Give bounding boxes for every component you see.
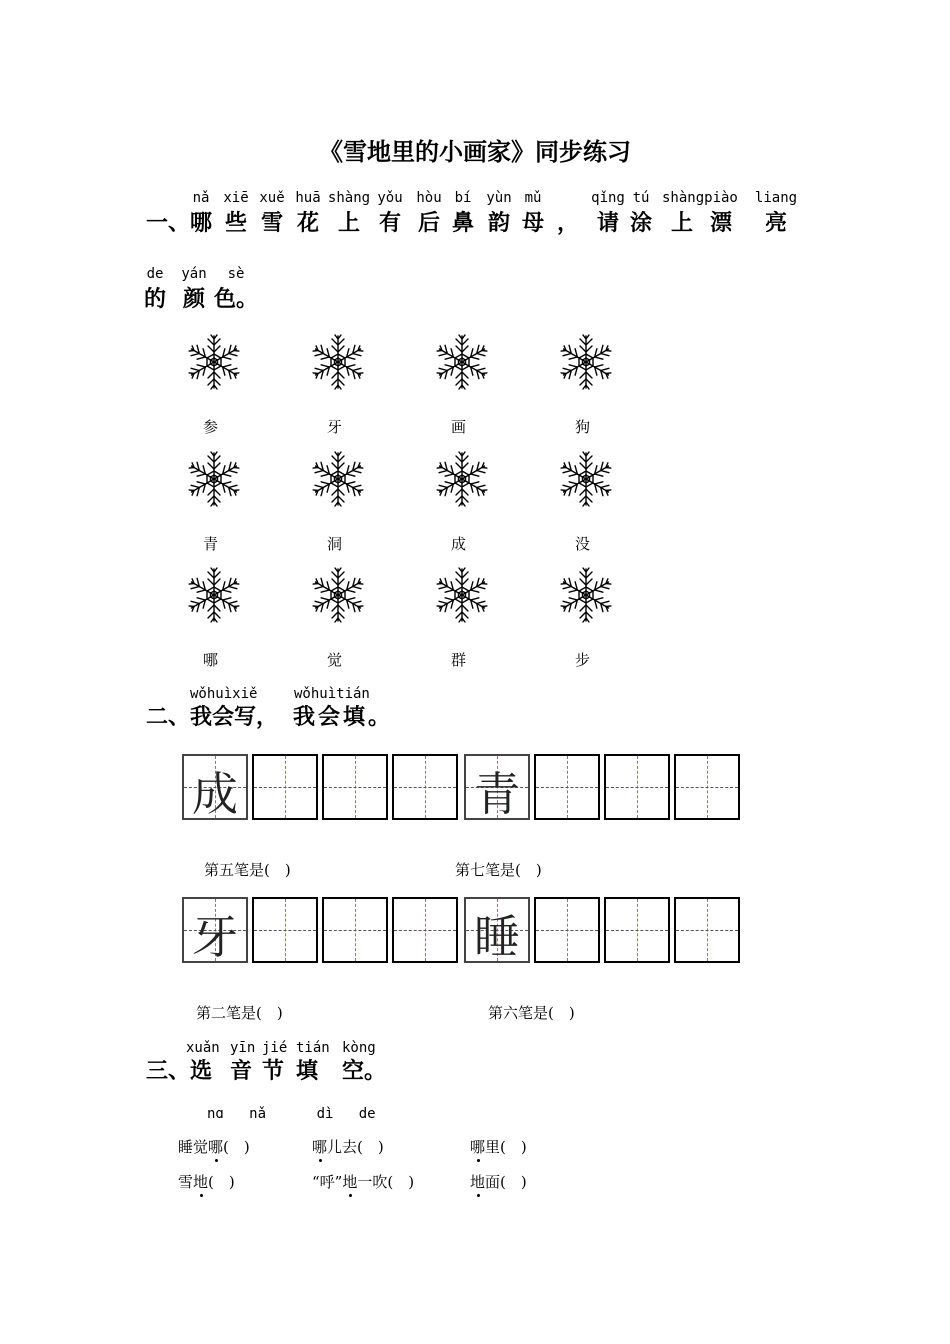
- option-de: de: [358, 1106, 376, 1122]
- pinyin-char: [218, 190, 254, 237]
- section3-heading-char: 填: [296, 1058, 319, 1084]
- section3-heading-pinyin: jié: [262, 1040, 288, 1056]
- section2-pinyin-1: wǒhuìxiě: [190, 686, 258, 702]
- item-target-char: 地: [342, 1173, 358, 1191]
- model-character: 青: [474, 767, 520, 821]
- hanzi: 上: [337, 210, 360, 236]
- pinyin: yùn: [486, 190, 512, 206]
- section2-heading-a: 二、我会写，: [146, 704, 279, 730]
- fill-in-item[interactable]: [312, 1136, 384, 1157]
- model-character-box: [182, 754, 248, 820]
- snowflake-icon[interactable]: [183, 450, 245, 508]
- section2-heading-b: 我会填。: [293, 704, 394, 730]
- hanzi: 颜: [182, 286, 205, 312]
- pinyin-char: [446, 190, 480, 237]
- item-target-char: 地: [193, 1173, 209, 1191]
- fill-in-item[interactable]: [178, 1171, 235, 1192]
- model-character: 成: [192, 767, 238, 821]
- pinyin-char: [290, 190, 326, 237]
- hanzi: 后: [417, 210, 440, 236]
- pinyin-char: [624, 190, 658, 237]
- pinyin-char: [206, 266, 266, 313]
- section3-heading-pinyin: xuǎn: [186, 1040, 220, 1056]
- writing-box[interactable]: [252, 754, 318, 820]
- item-suffix: 儿去( ): [327, 1138, 384, 1156]
- pinyin: mǔ: [524, 190, 542, 206]
- pinyin: de: [146, 266, 164, 282]
- fill-in-item[interactable]: [470, 1136, 527, 1157]
- item-suffix: ( ): [208, 1173, 235, 1191]
- snowflake-icon[interactable]: [307, 450, 369, 508]
- writing-box[interactable]: [322, 897, 388, 963]
- snowflake-icon[interactable]: [183, 566, 245, 624]
- pinyin: yǒu: [377, 190, 403, 206]
- fill-in-item[interactable]: [178, 1136, 250, 1157]
- snowflake-icon[interactable]: [431, 566, 493, 624]
- writing-grid-2: [182, 897, 740, 963]
- snowflake-label: 青: [203, 535, 219, 553]
- item-target-char: 地: [470, 1173, 486, 1191]
- question-stroke-5: 第五笔是( ): [204, 861, 291, 879]
- pinyin: xuě: [259, 190, 285, 206]
- pinyin-char: [662, 190, 705, 237]
- option-na3: nǎ: [249, 1106, 267, 1122]
- section3-heading-pinyin: kòng: [342, 1040, 376, 1056]
- pinyin: qǐng: [591, 190, 625, 206]
- snowflake-icon[interactable]: [307, 333, 369, 391]
- hanzi: 些: [224, 210, 247, 236]
- writing-box[interactable]: [604, 754, 670, 820]
- pinyin: sè: [227, 266, 245, 282]
- model-character-box: [464, 754, 530, 820]
- pinyin-char: [518, 190, 548, 237]
- pinyin: liang: [754, 190, 798, 206]
- item-suffix: 面( ): [485, 1173, 527, 1191]
- model-character-box: [464, 897, 530, 963]
- snowflake-icon[interactable]: [431, 333, 493, 391]
- section3-heading-char: 空。: [342, 1058, 387, 1084]
- hanzi: ，: [556, 210, 579, 236]
- pinyin: shàng: [662, 190, 705, 206]
- pinyin-char: [326, 190, 372, 237]
- pinyin-char: [412, 190, 446, 237]
- pinyin-char: [482, 190, 516, 237]
- page-title: 《雪地里的小画家》同步练习: [319, 137, 631, 166]
- pinyin-char: [702, 190, 740, 237]
- hanzi: 韵: [487, 210, 510, 236]
- hanzi: 色。: [213, 286, 258, 312]
- writing-box[interactable]: [674, 754, 740, 820]
- snowflake-label: 牙: [327, 418, 343, 436]
- pinyin: hòu: [416, 190, 442, 206]
- question-stroke-6: 第六笔是( ): [488, 1004, 575, 1022]
- snowflake-icon[interactable]: [183, 333, 245, 391]
- fill-in-item[interactable]: [470, 1171, 527, 1192]
- pinyin: tú: [632, 190, 650, 206]
- writing-box[interactable]: [322, 754, 388, 820]
- item-suffix: 一吹( ): [357, 1173, 415, 1191]
- hanzi: 有: [378, 210, 401, 236]
- writing-box[interactable]: [534, 754, 600, 820]
- item-suffix: ( ): [223, 1138, 250, 1156]
- snowflake-label: 成: [451, 535, 467, 553]
- pinyin: yán: [181, 266, 207, 282]
- snowflake-label: 群: [451, 651, 467, 669]
- hanzi: 亮: [764, 210, 787, 236]
- snowflake-icon[interactable]: [307, 566, 369, 624]
- snowflake-label: 狗: [575, 418, 591, 436]
- hanzi: 的: [143, 286, 166, 312]
- hanzi: 母: [521, 210, 544, 236]
- writing-grid-1: [182, 754, 740, 820]
- writing-box[interactable]: [252, 897, 318, 963]
- model-character-box: [182, 897, 248, 963]
- pinyin: bí: [454, 190, 472, 206]
- section3-heading-char: 选: [190, 1058, 213, 1084]
- pinyin: piào: [704, 190, 738, 206]
- snowflake-label: 觉: [327, 651, 343, 669]
- hanzi: 漂: [709, 210, 732, 236]
- section3-heading-pinyin: tián: [296, 1040, 330, 1056]
- item-target-char: 哪: [208, 1138, 224, 1156]
- item-prefix: “呼”: [312, 1173, 343, 1191]
- model-character: 睡: [474, 910, 520, 964]
- option-na: nɑ: [207, 1106, 224, 1122]
- snowflake-label: 画: [451, 418, 467, 436]
- hanzi: 花: [296, 210, 319, 236]
- writing-box[interactable]: [392, 897, 458, 963]
- item-target-char: 哪: [312, 1138, 328, 1156]
- pinyin-char: [140, 266, 170, 313]
- pinyin: nǎ: [192, 190, 210, 206]
- snowflake-label: 参: [203, 418, 219, 436]
- pinyin-char: [556, 190, 580, 237]
- pinyin: shàng: [327, 190, 371, 206]
- writing-box[interactable]: [604, 897, 670, 963]
- option-di4: dì: [316, 1106, 334, 1122]
- section3-heading-char: 节: [262, 1058, 285, 1084]
- snowflake-icon[interactable]: [431, 450, 493, 508]
- pinyin-char: [746, 190, 806, 237]
- hanzi: 上: [670, 210, 693, 236]
- item-suffix: 里( ): [485, 1138, 527, 1156]
- pinyin-char: [590, 190, 626, 237]
- question-stroke-7: 第七笔是( ): [455, 861, 542, 879]
- snowflake-icon[interactable]: [555, 333, 617, 391]
- item-target-char: 哪: [470, 1138, 486, 1156]
- snowflake-label: 没: [575, 535, 591, 553]
- hanzi: 鼻: [451, 210, 474, 236]
- hanzi: 请: [596, 210, 619, 236]
- section3-heading-char: 三、: [146, 1058, 191, 1084]
- pinyin-char: [184, 190, 218, 237]
- hanzi: 哪: [189, 210, 212, 236]
- pinyin-char: [254, 190, 290, 237]
- question-stroke-2: 第二笔是( ): [196, 1004, 283, 1022]
- section3-heading-pinyin: yīn: [230, 1040, 256, 1056]
- fill-in-item[interactable]: [312, 1171, 414, 1192]
- item-prefix: 睡觉: [178, 1138, 209, 1156]
- section2-pinyin-2: wǒhuìtián: [294, 686, 370, 702]
- pinyin-char: [372, 190, 408, 237]
- snowflake-label: 哪: [203, 651, 219, 669]
- writing-box[interactable]: [534, 897, 600, 963]
- model-character: 牙: [192, 910, 238, 964]
- hanzi: 雪: [260, 210, 283, 236]
- pinyin: xiē: [223, 190, 249, 206]
- hanzi: 涂: [629, 210, 652, 236]
- section3-options: [207, 1106, 376, 1122]
- writing-box[interactable]: [674, 897, 740, 963]
- snowflake-label: 步: [575, 651, 591, 669]
- section3-heading-char: 音: [230, 1058, 253, 1084]
- item-prefix: 雪: [178, 1173, 194, 1191]
- pinyin: huā: [295, 190, 321, 206]
- snowflake-label: 洞: [327, 535, 343, 553]
- snowflake-icon[interactable]: [555, 450, 617, 508]
- pinyin: [556, 190, 580, 206]
- snowflake-icon[interactable]: [555, 566, 617, 624]
- hanzi: 一、: [146, 210, 191, 236]
- writing-box[interactable]: [392, 754, 458, 820]
